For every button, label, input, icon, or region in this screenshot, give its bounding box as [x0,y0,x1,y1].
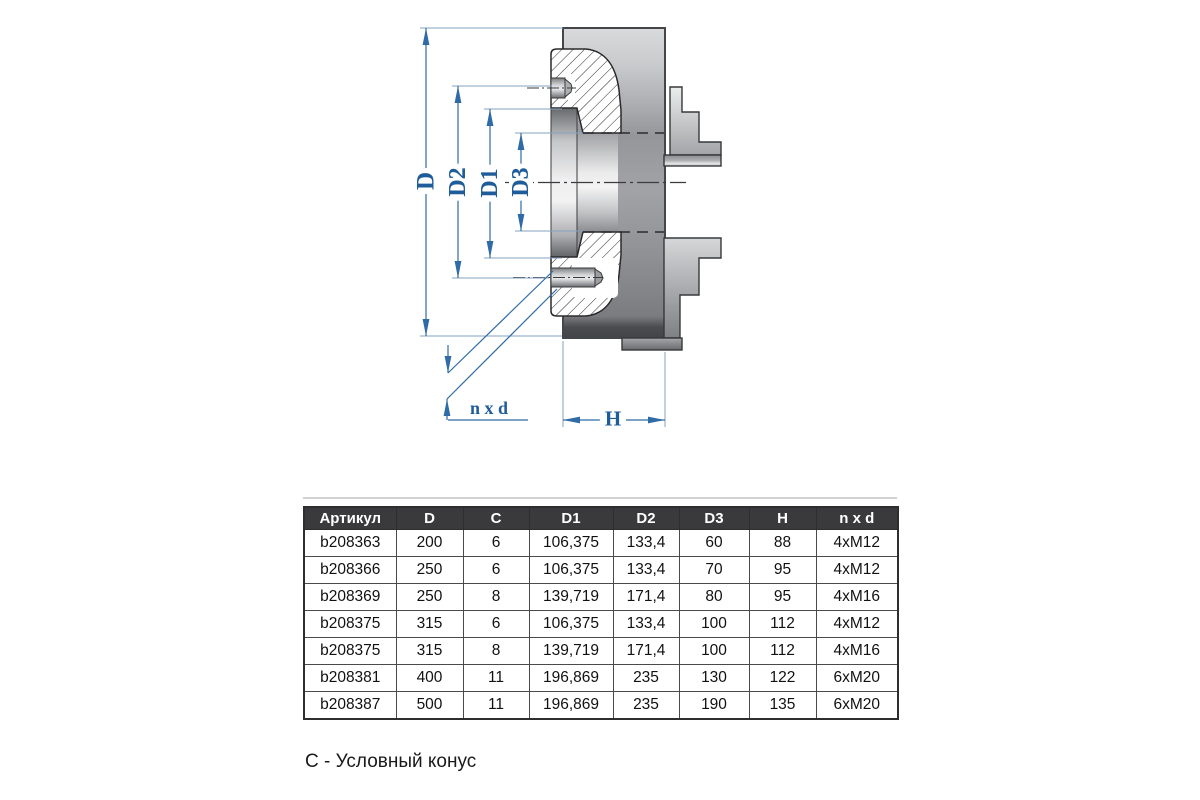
table-cell: 100 [679,611,749,638]
dim-label-D: D [414,168,439,194]
table-row [304,611,898,638]
table-cell: 4xM12 [816,530,898,557]
table-cell: 6 [463,530,529,557]
column-header: D [396,507,463,530]
table-cell: 6xM20 [816,692,898,720]
table-cell: 200 [396,530,463,557]
table-cell: 139,719 [529,584,613,611]
table-cell: b208369 [304,584,396,611]
table-cell: 100 [679,638,749,665]
table-cell: 88 [749,530,816,557]
column-header: Артикул [304,507,396,530]
table-cell: 122 [749,665,816,692]
column-header: D1 [529,507,613,530]
table-cell: 4xM12 [816,557,898,584]
table-cell: 250 [396,557,463,584]
column-header: D3 [679,507,749,530]
table-cell: 133,4 [613,611,679,638]
table-cell: 500 [396,692,463,720]
table-cell: 60 [679,530,749,557]
table-cell: 250 [396,584,463,611]
top-jaw-base [664,155,721,166]
table-cell: b208387 [304,692,396,720]
column-header: C [463,507,529,530]
header-row [304,507,898,530]
table-cell: 196,869 [529,665,613,692]
dim-label-D2: D2 [446,163,470,200]
section-divider [303,497,897,499]
table-cell: 139,719 [529,638,613,665]
table-cell: 235 [613,665,679,692]
dim-label-D3: D3 [509,163,533,200]
table-cell: 315 [396,611,463,638]
table-cell: 4xM16 [816,638,898,665]
column-header: H [749,507,816,530]
dim-label-D1: D1 [478,164,502,201]
table-cell: 6 [463,557,529,584]
table-cell: b208363 [304,530,396,557]
table-cell: 133,4 [613,530,679,557]
spec-table-head [304,507,898,530]
table-cell: 6xM20 [816,665,898,692]
spec-table-body [304,530,898,720]
table-cell: 196,869 [529,692,613,720]
table-row [304,530,898,557]
table-cell: 11 [463,665,529,692]
table-cell: 106,375 [529,530,613,557]
table-cell: b208381 [304,665,396,692]
table-row [304,665,898,692]
table-row [304,584,898,611]
table-cell: 315 [396,638,463,665]
table-cell: 4xM16 [816,584,898,611]
table-row [304,557,898,584]
table-cell: b208366 [304,557,396,584]
table-cell: b208375 [304,611,396,638]
table-cell: 106,375 [529,557,613,584]
dim-label-nxd: n x d [465,399,513,417]
table-cell: 95 [749,584,816,611]
table-cell: 190 [679,692,749,720]
dim-label-H: H [600,409,626,430]
table-cell: 106,375 [529,611,613,638]
table-cell: 400 [396,665,463,692]
table-cell: 130 [679,665,749,692]
table-cell: 70 [679,557,749,584]
table-row [304,638,898,665]
table-cell: 6 [463,611,529,638]
bottom-jaw-steps [664,238,721,338]
footnote-C-explanation: С - Условный конус [305,751,477,772]
table-cell: 135 [749,692,816,720]
table-cell: 80 [679,584,749,611]
table-cell: 11 [463,692,529,720]
spec-table [303,506,899,720]
column-header: D2 [613,507,679,530]
table-cell: 133,4 [613,557,679,584]
table-cell: 171,4 [613,584,679,611]
table-cell: 112 [749,638,816,665]
table-cell: 8 [463,638,529,665]
top-jaw-steps [670,87,721,155]
table-cell: 235 [613,692,679,720]
table-cell: 112 [749,611,816,638]
table-cell: b208375 [304,638,396,665]
table-cell: 95 [749,557,816,584]
table-cell: 8 [463,584,529,611]
table-cell: 171,4 [613,638,679,665]
table-cell: 4xM12 [816,611,898,638]
table-row [304,692,898,720]
back-plate [622,338,682,350]
column-header: n x d [816,507,898,530]
